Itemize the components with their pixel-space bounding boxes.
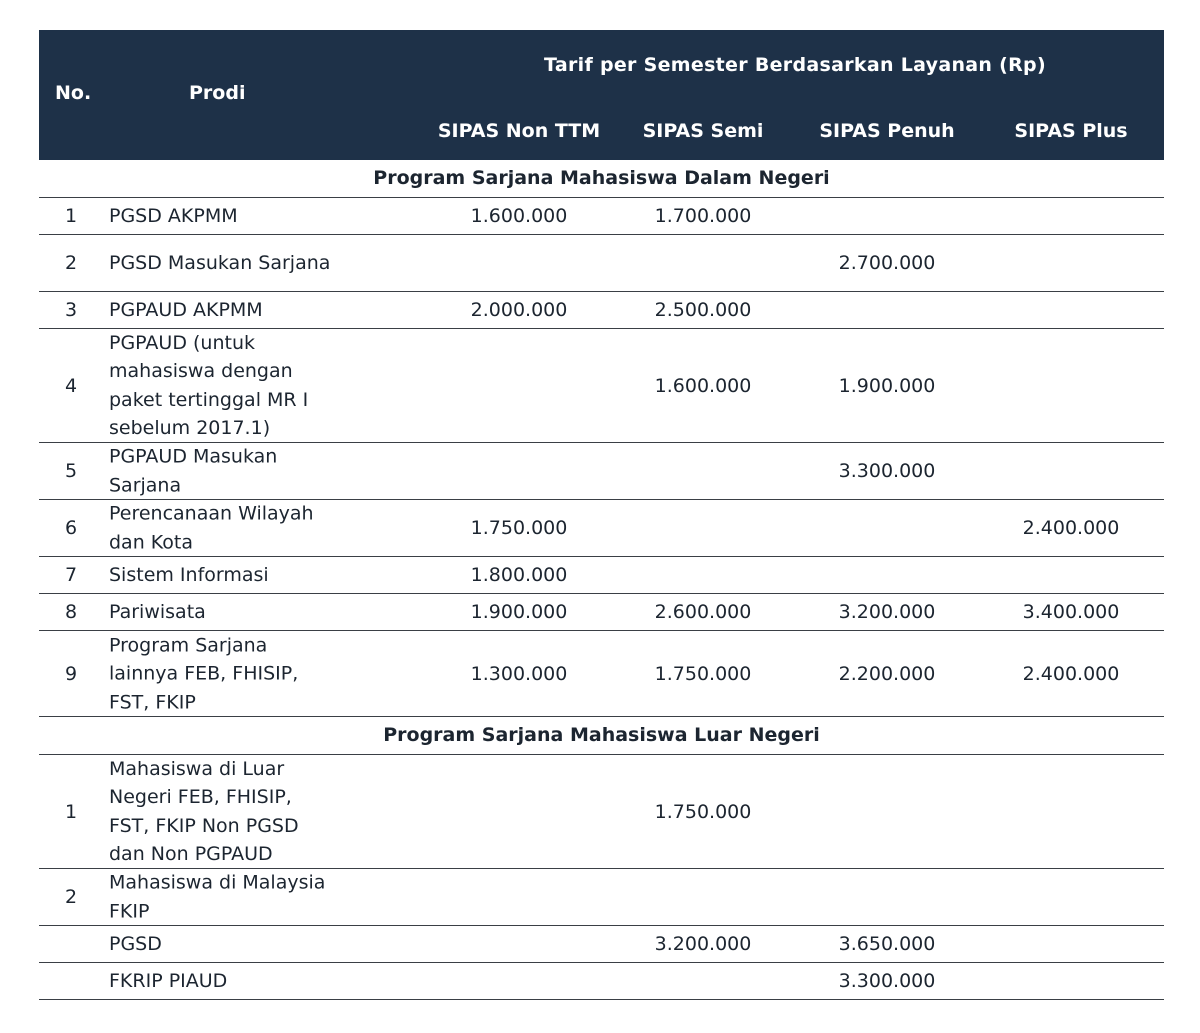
row-tariff-value: 3.650.000 [838,933,936,955]
row-tariff-value: 2.400.000 [1022,662,1120,685]
row-tariff-value: 2.500.000 [654,299,752,321]
row-tariff-value: 1.800.000 [470,564,568,586]
row-prodi: Mahasiswa di Malaysia FKIP [109,871,326,922]
row-number: 5 [64,460,78,482]
row-prodi: PGSD Masukan Sarjana [109,251,331,274]
row-tariff-value: 3.300.000 [838,460,936,482]
row-prodi: PGSD [109,932,162,955]
row-number: 4 [64,374,78,397]
row-number: 7 [64,564,78,586]
section-title: Program Sarjana Mahasiswa Dalam Negeri [39,160,1164,198]
header-prodi: Prodi [189,82,246,104]
row-number: 2 [64,252,78,274]
row-prodi: Mahasiswa di Luar Negeri FEB, FHISIP, FST, FKIP Non PGSD dan Non PGPAUD [109,757,299,865]
row-tariff-value: 1.600.000 [654,374,752,397]
table-row [39,594,1164,631]
table-row [39,500,1164,557]
row-number: 1 [64,800,78,823]
header-col-semi: SIPAS Semi [642,120,764,142]
row-tariff-value: 1.750.000 [654,662,752,685]
row-tariff-value: 1.600.000 [470,205,568,227]
row-tariff-value: 3.200.000 [838,601,936,623]
table-body [39,160,1164,1000]
header-no: No. [55,82,92,104]
row-tariff-value: 3.400.000 [1022,601,1120,623]
row-tariff-value: 1.900.000 [838,374,936,397]
table-row [39,329,1164,443]
row-tariff-value: 2.600.000 [654,601,752,623]
row-tariff-value: 2.000.000 [470,299,568,321]
row-number: 2 [64,886,78,908]
row-prodi: Pariwisata [109,600,206,623]
row-tariff-value: 1.750.000 [470,517,568,539]
table-row [39,292,1164,329]
row-prodi: Perencanaan Wilayah dan Kota [109,502,314,553]
table-row [39,631,1164,717]
row-tariff-value: 3.300.000 [838,970,936,992]
tariff-table [39,30,1164,992]
row-tariff-value: 3.200.000 [654,933,752,955]
header-group-title: Tarif per Semester Berdasarkan Layanan (Rp) [544,54,1046,76]
row-tariff-value: 1.900.000 [470,601,568,623]
row-prodi: PGSD AKPMM [109,204,238,227]
row-tariff-value: 2.400.000 [1022,517,1120,539]
section-title: Program Sarjana Mahasiswa Luar Negeri [39,717,1164,755]
header-col-plus: SIPAS Plus [1014,120,1128,142]
row-prodi: Sistem Informasi [109,563,269,586]
row-tariff-value: 1.700.000 [654,205,752,227]
row-tariff-value: 2.200.000 [838,662,936,685]
row-number: 8 [64,601,78,623]
row-prodi: PGPAUD (untuk mahasiswa dengan paket tertinggal MR I sebelum 2017.1) [109,331,309,439]
row-prodi: Program Sarjana lainnya FEB, FHISIP, FST, FKIP [109,633,299,713]
table-row [39,963,1164,1000]
row-number: 6 [64,517,78,539]
table-row [39,869,1164,926]
row-number: 3 [64,299,78,321]
table-row [39,443,1164,500]
row-tariff-value: 2.700.000 [838,252,936,274]
header-col-non-ttm: SIPAS Non TTM [437,120,601,142]
table-row [39,557,1164,594]
table-row [39,235,1164,292]
row-prodi: PGPAUD Masukan Sarjana [109,445,278,496]
row-number: 9 [64,662,78,685]
table-header [39,30,1164,160]
row-prodi: FKRIP PIAUD [109,969,228,992]
row-tariff-value: 1.300.000 [470,662,568,685]
row-tariff-value: 1.750.000 [654,800,752,823]
row-prodi: PGPAUD AKPMM [109,298,263,321]
table-row [39,926,1164,963]
row-number: 1 [64,205,78,227]
header-col-penuh: SIPAS Penuh [819,120,955,142]
table-row [39,198,1164,235]
table-row [39,755,1164,869]
